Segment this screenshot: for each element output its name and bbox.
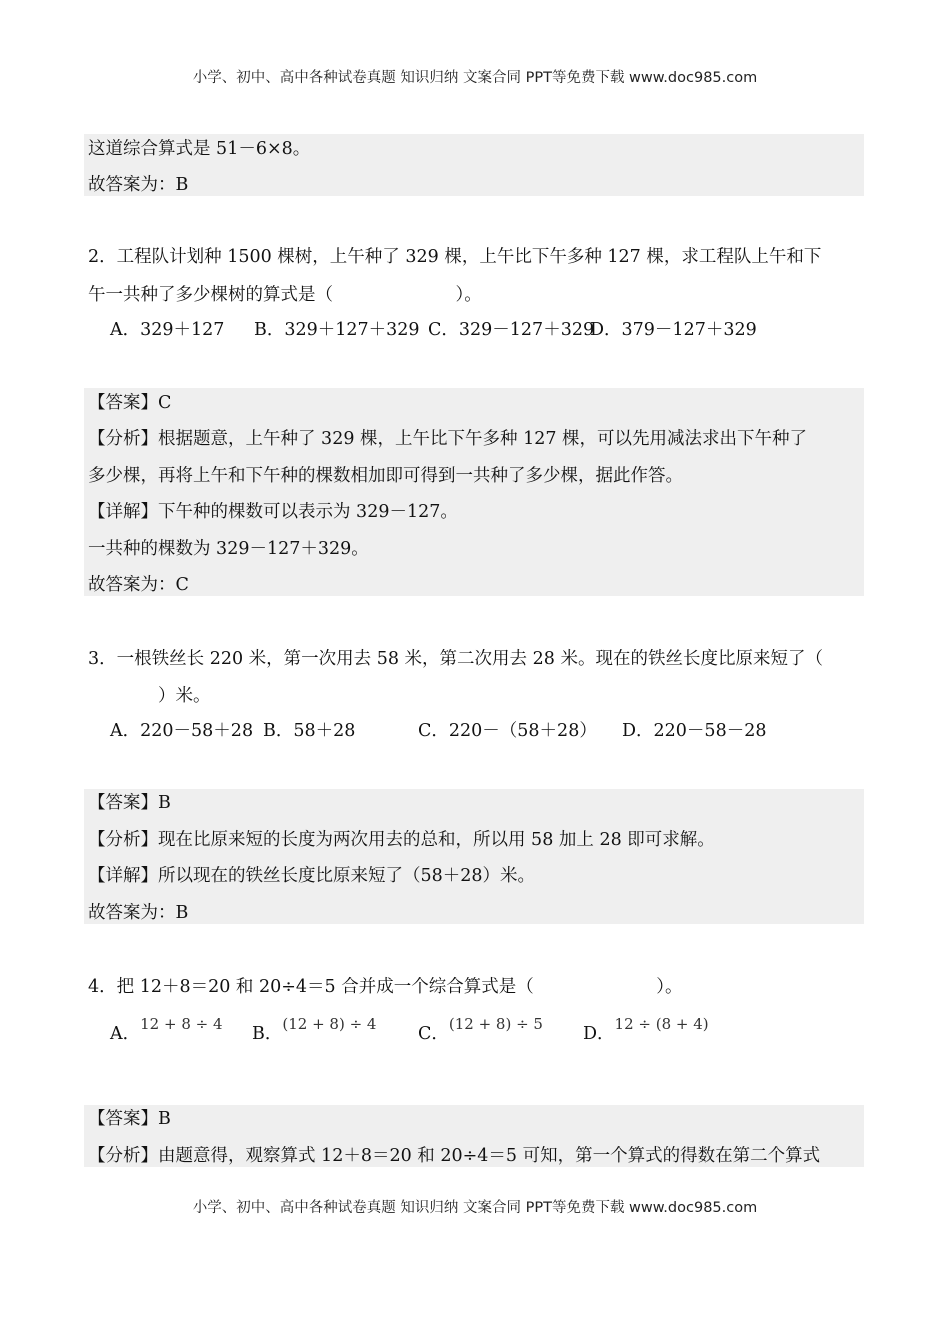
q2-analysis-line-1: 【分析】根据题意，上午种了 329 棵，上午比下午多种 127 棵，可以先用减法求出下午种了 <box>88 429 808 449</box>
page-header: 小学、初中、高中各种试卷真题 知识归纳 文案合同 PPT等免费下载 www.doc985.com <box>192 70 758 86</box>
q2-option-a: A．329＋127 <box>110 320 225 340</box>
q4-analysis-line-1: 【分析】由题意得，观察算式 12＋8＝20 和 20÷4＝5 可知，第一个算式的得数在第二个算式 <box>88 1146 821 1166</box>
prev-conclusion: 故答案为：B <box>88 175 189 195</box>
q3-conclusion: 故答案为：B <box>88 903 189 923</box>
q2-conclusion: 故答案为：C <box>88 575 189 595</box>
q4-option-d <box>583 1015 709 1046</box>
q4-option-b-expr: (12 + 8) ÷ 4 <box>282 1015 377 1033</box>
q4-option-a <box>110 1015 223 1046</box>
q3-analysis-line-1: 【分析】现在比原来短的长度为两次用去的总和，所以用 58 加上 28 即可求解。 <box>88 830 715 850</box>
q4-option-a-label: A． <box>110 1024 141 1044</box>
q4-option-a-expr: 12 + 8 ÷ 4 <box>140 1015 223 1033</box>
q2-analysis-line-2: 多少棵，再将上午和下午种的棵数相加即可得到一共种了多少棵，据此作答。 <box>88 466 683 486</box>
q2-answer-box <box>84 388 864 596</box>
q3-option-d: D．220－58－28 <box>622 721 767 741</box>
q4-option-d-expr: 12 ÷ (8 + 4) <box>614 1015 709 1033</box>
q4-option-c-expr: (12 + 8) ÷ 5 <box>448 1015 543 1033</box>
q4-option-c-label: C． <box>418 1024 449 1044</box>
q2-detail-line-1: 【详解】下午种的棵数可以表示为 329－127。 <box>88 502 458 522</box>
q2-stem-line-1: 2．工程队计划种 1500 棵树，上午种了 329 棵，上午比下午多种 127 棵，求工程队上午和下 <box>88 247 822 267</box>
q2-option-b: B．329＋127＋329 <box>254 320 420 340</box>
q4-option-b <box>252 1015 377 1046</box>
q4-option-b-label: B． <box>252 1024 283 1044</box>
q2-answer: 【答案】C <box>88 393 172 413</box>
q3-stem-line-1: 3．一根铁丝长 220 米，第一次用去 58 米，第二次用去 28 米。现在的铁丝长度比原来短了（ <box>88 649 823 669</box>
q3-detail-line-1: 【详解】所以现在的铁丝长度比原来短了（58＋28）米。 <box>88 866 536 886</box>
q4-option-c <box>418 1015 543 1046</box>
q3-stem-line-2: ）米。 <box>88 686 211 706</box>
q4-option-d-label: D． <box>583 1024 615 1044</box>
page-footer: 小学、初中、高中各种试卷真题 知识归纳 文案合同 PPT等免费下载 www.doc985.com <box>192 1200 758 1216</box>
q2-detail-line-2: 一共种的棵数为 329－127＋329。 <box>88 539 369 559</box>
q4-stem: 4．把 12＋8＝20 和 20÷4＝5 合并成一个综合算式是（ ）。 <box>88 977 683 997</box>
q3-option-b: B．58＋28 <box>263 721 356 741</box>
q2-option-c: C．329－127＋329 <box>428 320 595 340</box>
q3-option-a: A．220－58＋28 <box>110 721 254 741</box>
q2-option-d: D．379－127＋329 <box>590 320 757 340</box>
q2-stem-line-2: 午一共种了多少棵树的算式是（ ）。 <box>88 285 482 305</box>
q3-answer: 【答案】B <box>88 793 171 813</box>
q3-answer-box <box>84 789 864 924</box>
prev-detail-line: 这道综合算式是 51－6×8。 <box>88 139 311 159</box>
q3-option-c: C．220－（58＋28） <box>418 721 597 741</box>
q4-answer: 【答案】B <box>88 1109 171 1129</box>
